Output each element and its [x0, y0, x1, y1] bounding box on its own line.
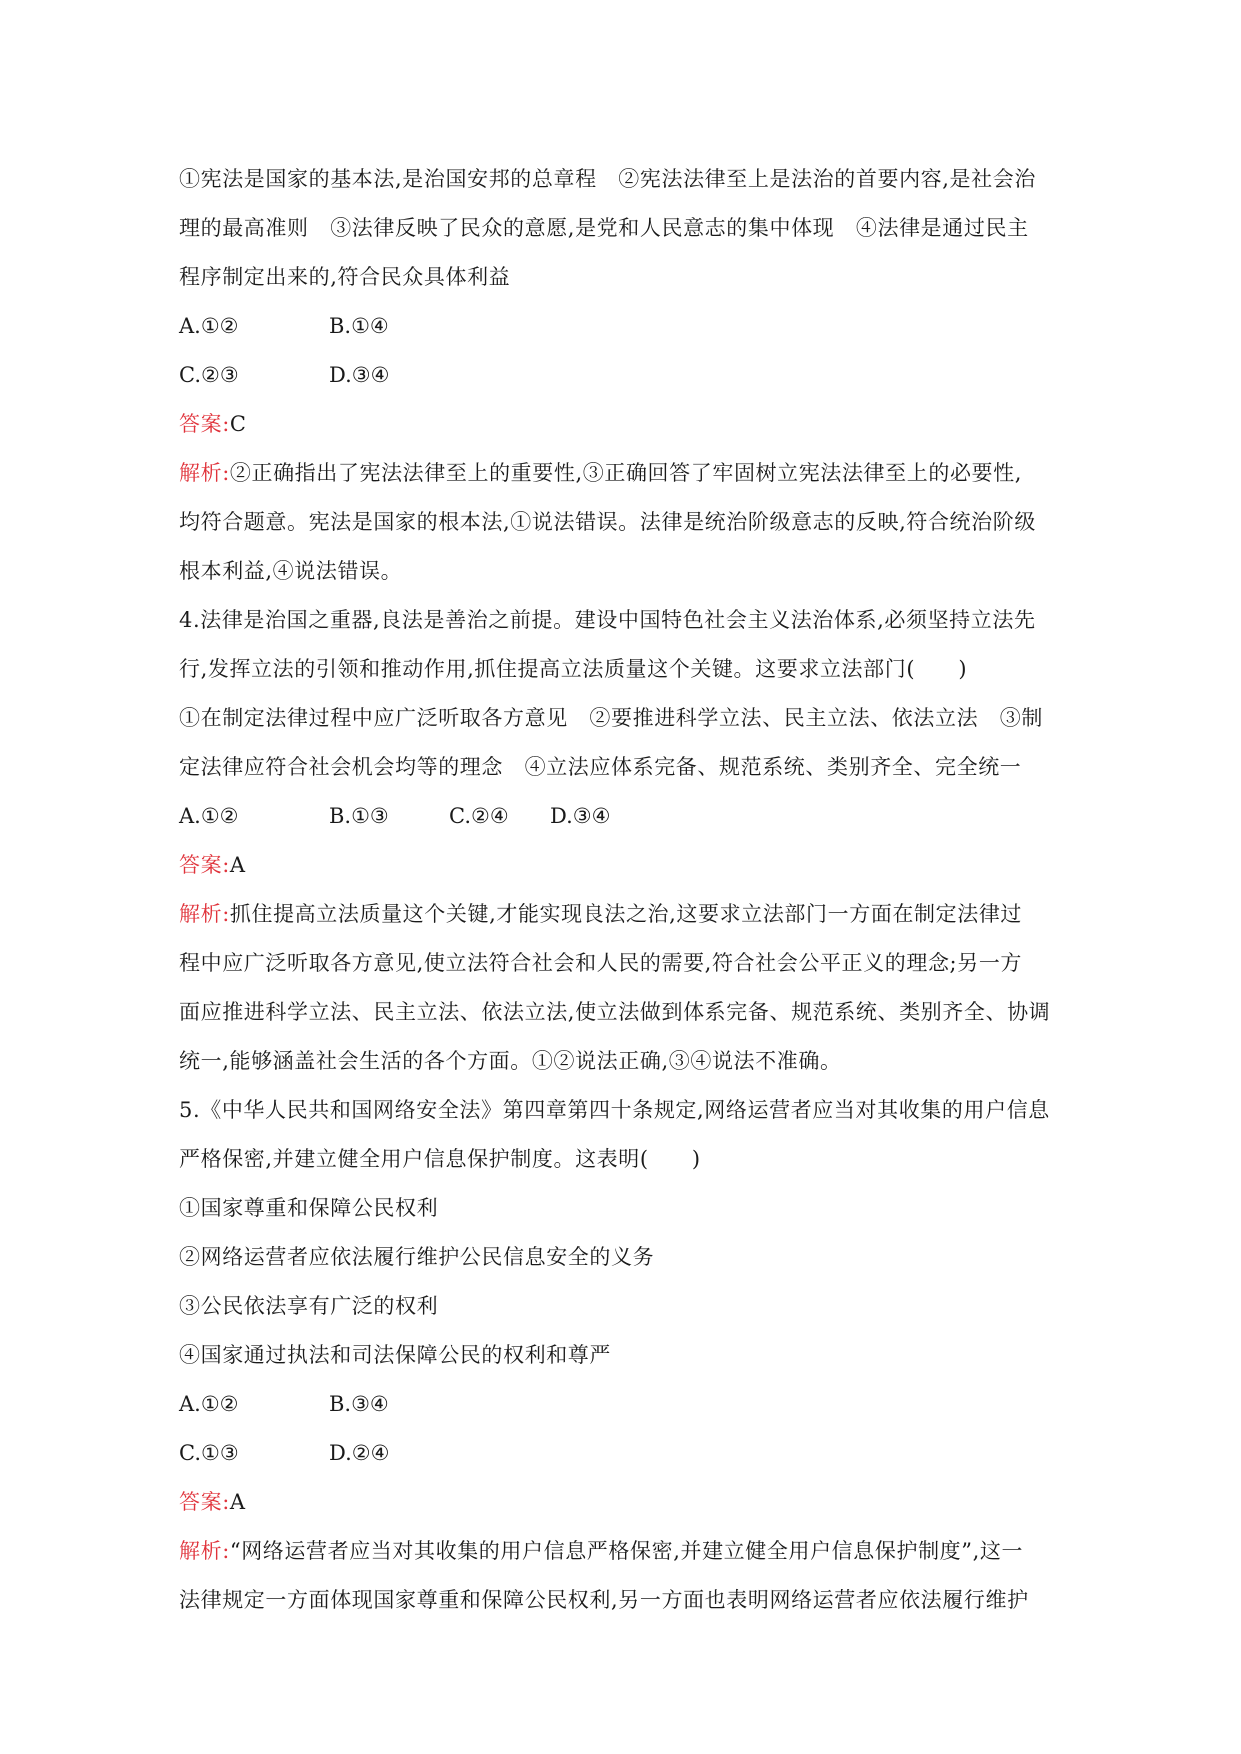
q5-analysis-line-1	[179, 1527, 1069, 1576]
q5-statement-1: ①国家尊重和保障公民权利	[179, 1196, 439, 1220]
q4-analysis-line-4: 统一,能够涵盖社会生活的各个方面。①②说法正确,③④说法不准确。	[179, 1049, 842, 1073]
q5-answer	[179, 1478, 1069, 1527]
q4-analysis-line-2: 程中应广泛听取各方意见,使立法符合社会和人民的需要,符合社会公平正义的理念;另一方	[179, 951, 1023, 975]
q4-analysis-label: 解析:	[179, 902, 230, 926]
q5-option-a: A.①②	[179, 1392, 239, 1416]
q5-analysis-label: 解析:	[179, 1539, 230, 1563]
q3-statement-line-1: ①宪法是国家的基本法,是治国安邦的总章程 ②宪法法律至上是法治的首要内容,是社会治	[179, 167, 1036, 191]
q5-option-d: D.②④	[329, 1441, 390, 1465]
document-page	[179, 155, 1069, 1625]
q4-options-row	[179, 792, 1069, 841]
q5-statement-4: ④国家通过执法和司法保障公民的权利和尊严	[179, 1343, 611, 1367]
q3-analysis-line-3: 根本利益,④说法错误。	[179, 559, 403, 583]
q3-analysis-label: 解析:	[179, 461, 230, 485]
q4-analysis-line-3: 面应推进科学立法、民主立法、依法立法,使立法做到体系完备、规范系统、类别齐全、协调	[179, 1000, 1051, 1024]
q3-answer-value: C	[229, 412, 247, 436]
q3-options-row-2	[179, 351, 1069, 400]
q4-option-b: B.①③	[329, 804, 389, 828]
q4-statement-line-2: 定法律应符合社会机会均等的理念 ④立法应体系完备、规范系统、类别齐全、完全统一	[179, 755, 1022, 779]
q4-statement-line-1: ①在制定法律过程中应广泛听取各方意见 ②要推进科学立法、民主立法、依法立法 ③制	[179, 706, 1043, 730]
q5-analysis-text-1: “网络运营者应当对其收集的用户信息严格保密,并建立健全用户信息保护制度”,这一	[229, 1539, 1024, 1563]
q5-options-row-2	[179, 1429, 1069, 1478]
q5-option-c: C.①③	[179, 1441, 239, 1465]
q5-statement-3: ③公民依法享有广泛的权利	[179, 1294, 439, 1318]
q4-option-d: D.③④	[550, 804, 611, 828]
q3-answer	[179, 400, 1069, 449]
q3-option-d: D.③④	[329, 363, 390, 387]
q5-statement-2: ②网络运营者应依法履行维护公民信息安全的义务	[179, 1245, 655, 1269]
q5-option-b: B.③④	[329, 1392, 389, 1416]
q4-analysis-text-1: 抓住提高立法质量这个关键,才能实现良法之治,这要求立法部门一方面在制定法律过	[229, 902, 1023, 926]
q5-question-line-2: 严格保密,并建立健全用户信息保护制度。这表明( )	[179, 1147, 701, 1171]
q3-option-b: B.①④	[329, 314, 389, 338]
q5-analysis-line-2: 法律规定一方面体现国家尊重和保障公民权利,另一方面也表明网络运营者应依法履行维护	[179, 1588, 1029, 1612]
q4-answer-label: 答案:	[179, 853, 230, 877]
q3-analysis-text-1: ②正确指出了宪法法律至上的重要性,③正确回答了牢固树立宪法法律至上的必要性,	[229, 461, 1023, 485]
q5-options-row-1	[179, 1380, 1069, 1429]
q4-answer-value: A	[229, 853, 246, 877]
q4-question-line-1: 4.法律是治国之重器,良法是善治之前提。建设中国特色社会主义法治体系,必须坚持立法先	[179, 608, 1036, 632]
q3-statement-line-2: 理的最高准则 ③法律反映了民众的意愿,是党和人民意志的集中体现 ④法律是通过民主	[179, 216, 1029, 240]
q3-options-row-1	[179, 302, 1069, 351]
q3-analysis-line-1	[179, 449, 1069, 498]
q3-option-c: C.②③	[179, 363, 239, 387]
q3-option-a: A.①②	[179, 314, 239, 338]
q5-question-line-1: 5.《中华人民共和国网络安全法》第四章第四十条规定,网络运营者应当对其收集的用户信息	[179, 1098, 1050, 1122]
q4-analysis-line-1	[179, 890, 1069, 939]
q5-answer-value: A	[229, 1490, 246, 1514]
q3-answer-label: 答案:	[179, 412, 230, 436]
q4-option-c: C.②④	[449, 804, 509, 828]
q3-analysis-line-2: 均符合题意。宪法是国家的根本法,①说法错误。法律是统治阶级意志的反映,符合统治阶级	[179, 510, 1036, 534]
q3-statement-line-3: 程序制定出来的,符合民众具体利益	[179, 265, 511, 289]
q4-answer	[179, 841, 1069, 890]
q4-option-a: A.①②	[179, 804, 239, 828]
q5-answer-label: 答案:	[179, 1490, 230, 1514]
q4-question-line-2: 行,发挥立法的引领和推动作用,抓住提高立法质量这个关键。这要求立法部门( )	[179, 657, 968, 681]
